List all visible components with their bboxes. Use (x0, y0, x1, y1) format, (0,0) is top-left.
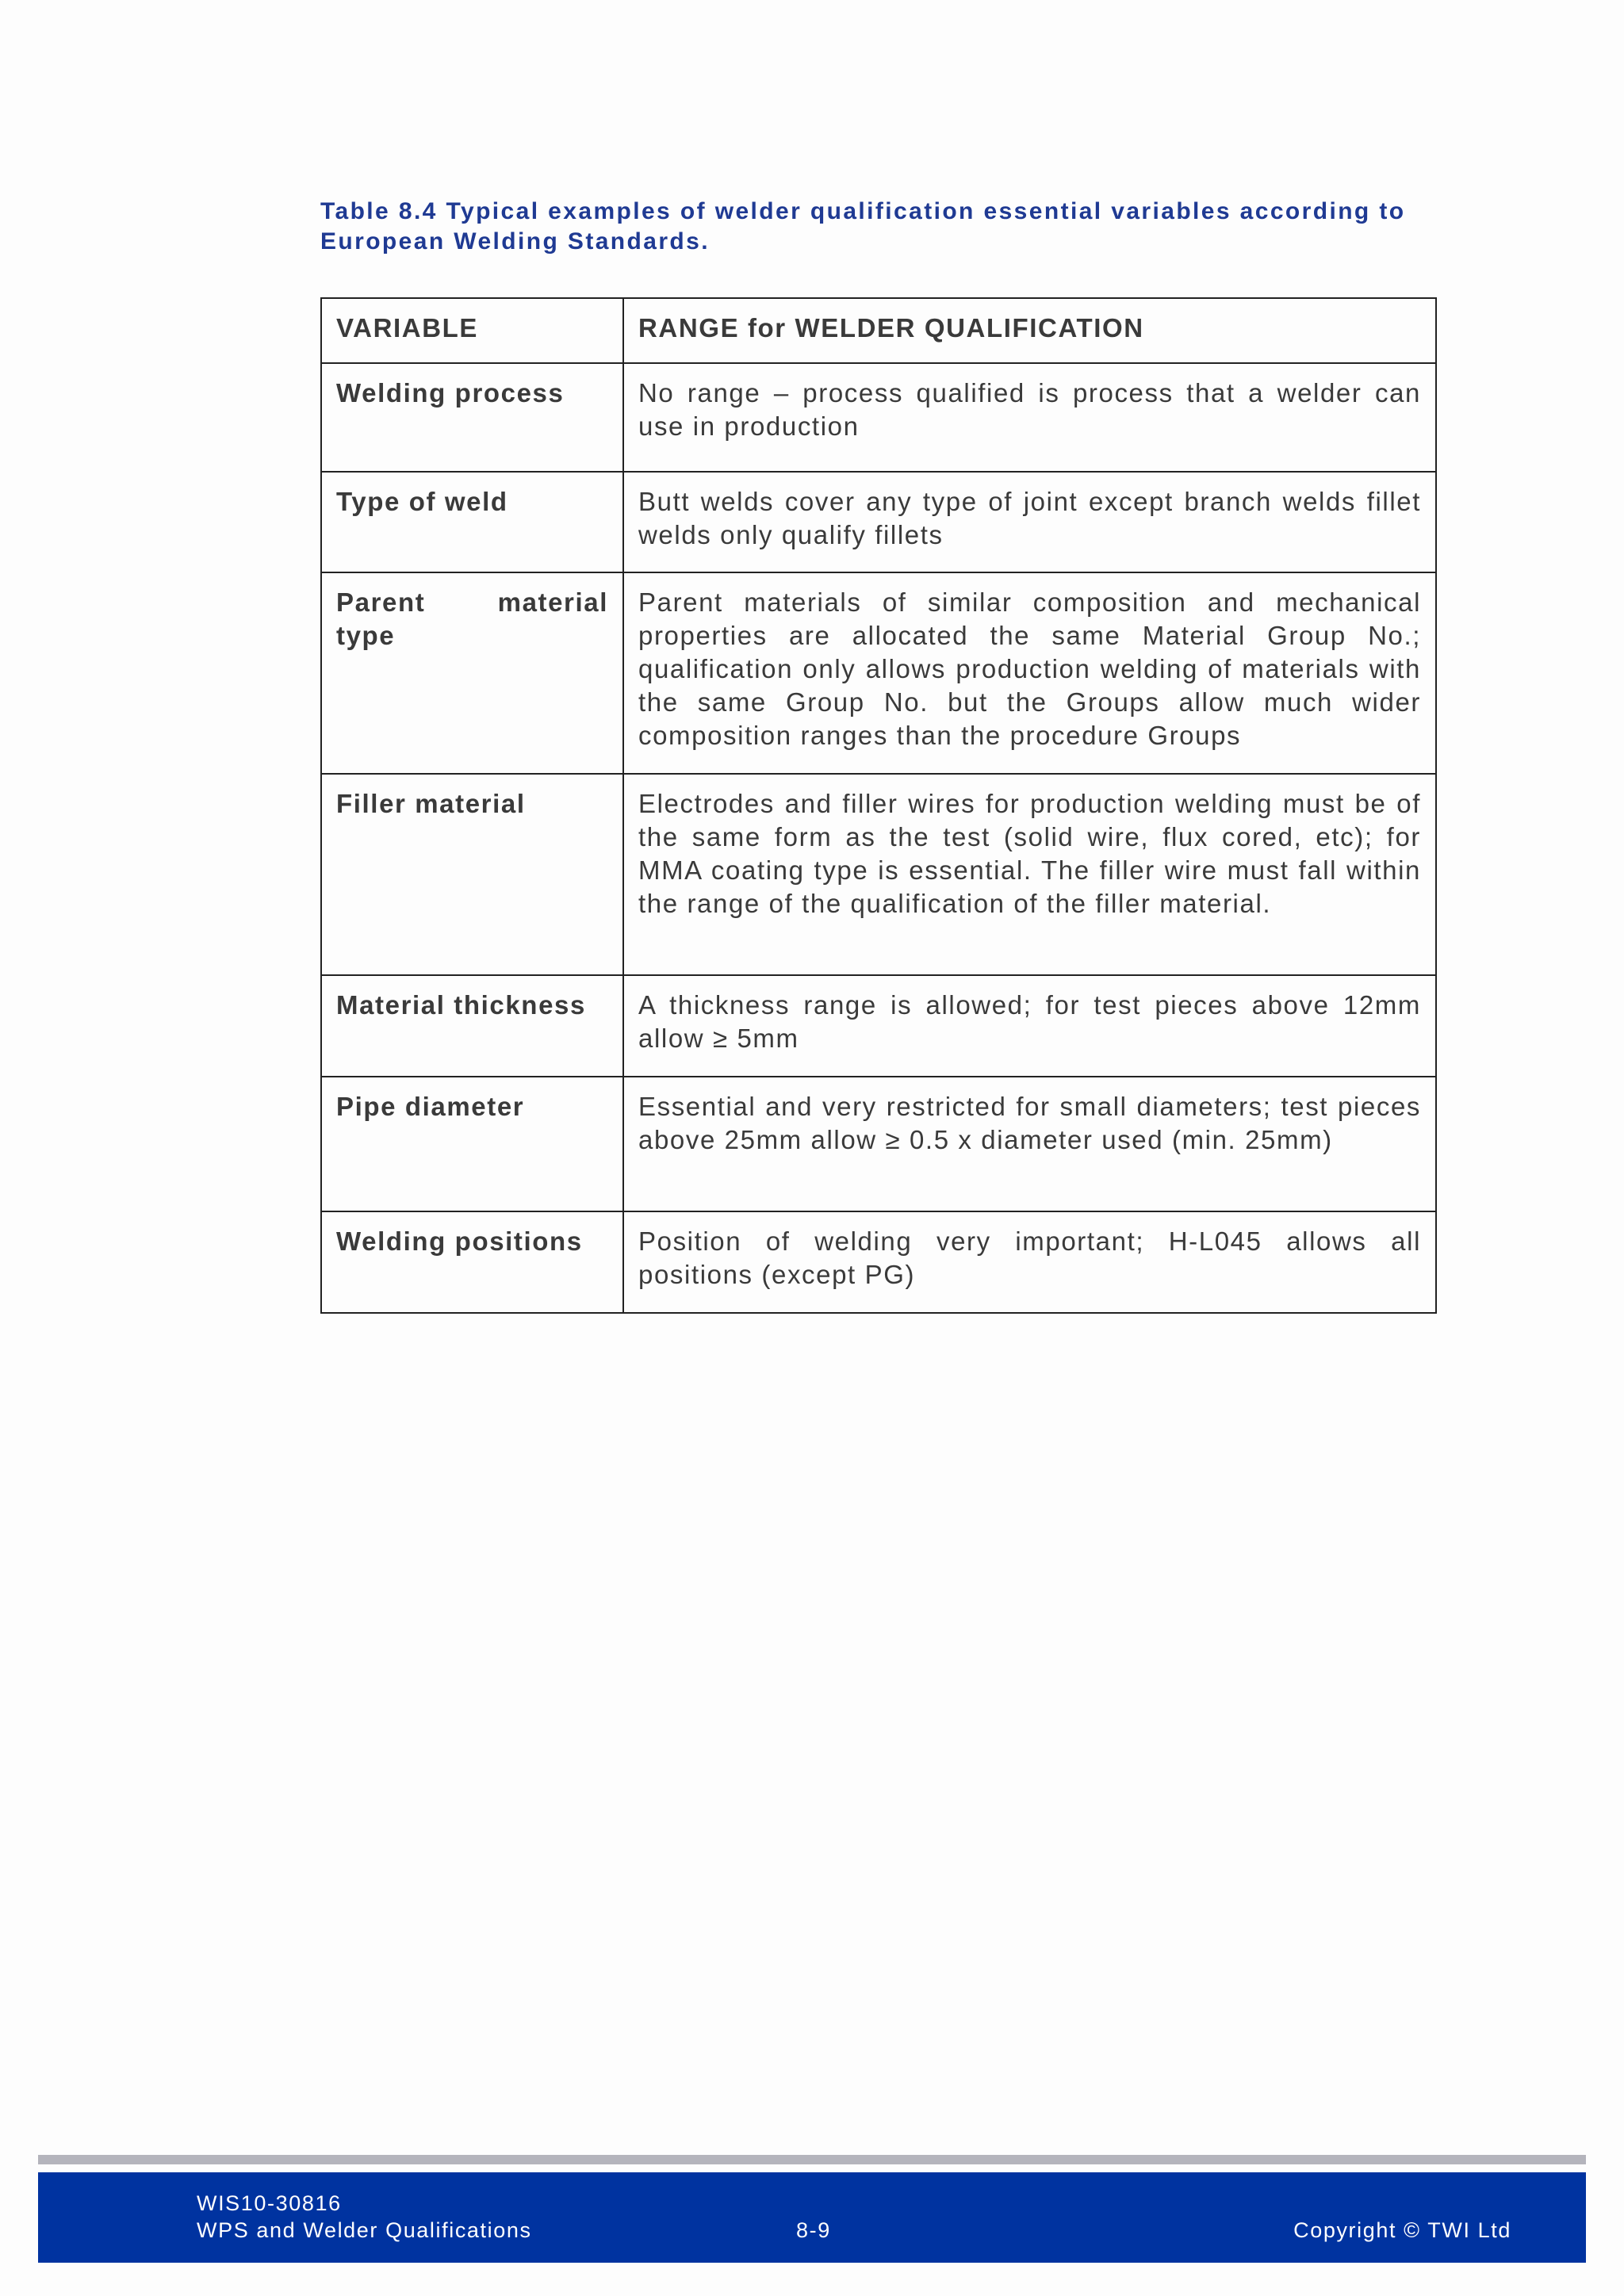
footer-copyright: Copyright © TWI Ltd (1293, 2218, 1511, 2242)
range-cell: Parent materials of similar composition and mechanical properties are allocated the same Material Group No.; qualification only allows production welding of materials with the same Group No. but the Groups allow much wider composition ranges than the procedure Groups (623, 572, 1436, 774)
variable-cell: Type of weld (321, 472, 623, 572)
footer-doc-title: WPS and Welder Qualifications (197, 2218, 532, 2242)
table-caption: Table 8.4 Typical examples of welder qualification essential variables according to European Welding Standards. (320, 198, 1406, 254)
table-header-row (321, 298, 1436, 363)
table-row (321, 572, 1436, 774)
welder-qualification-table (320, 297, 1437, 1314)
table-row (321, 975, 1436, 1077)
range-cell: No range – process qualified is process that a welder can use in production (623, 363, 1436, 472)
table-row (321, 1077, 1436, 1211)
variable-cell: Pipe diameter (321, 1077, 623, 1211)
range-cell: Electrodes and filler wires for production welding must be of the same form as the test (solid wire, flux cored, etc); for MMA coating type is essential. The filler wire must fall within the range of the qualification of the filler material. (623, 774, 1436, 975)
table-row (321, 774, 1436, 975)
header-range: RANGE for WELDER QUALIFICATION (623, 298, 1436, 363)
table-row (321, 1211, 1436, 1313)
variable-cell: Welding process (321, 363, 623, 472)
variable-cell: Material thickness (321, 975, 623, 1077)
variable-cell: Parent material type (321, 572, 623, 774)
footer-divider (38, 2155, 1586, 2164)
variable-cell: Welding positions (321, 1211, 623, 1313)
header-variable: VARIABLE (321, 298, 623, 363)
range-cell: Butt welds cover any type of joint except branch welds fillet welds only qualify fillets (623, 472, 1436, 572)
range-cell: A thickness range is allowed; for test pieces above 12mm allow ≥ 5mm (623, 975, 1436, 1077)
table-row (321, 363, 1436, 472)
variable-cell: Filler material (321, 774, 623, 975)
range-cell: Essential and very restricted for small diameters; test pieces above 25mm allow ≥ 0.5 x diameter used (min. 25mm) (623, 1077, 1436, 1211)
footer-page-number: 8-9 (796, 2218, 831, 2242)
page-footer (38, 2172, 1586, 2263)
footer-doc-code: WIS10-30816 (197, 2191, 342, 2215)
range-cell: Position of welding very important; H-L045 allows all positions (except PG) (623, 1211, 1436, 1313)
table-row (321, 472, 1436, 572)
